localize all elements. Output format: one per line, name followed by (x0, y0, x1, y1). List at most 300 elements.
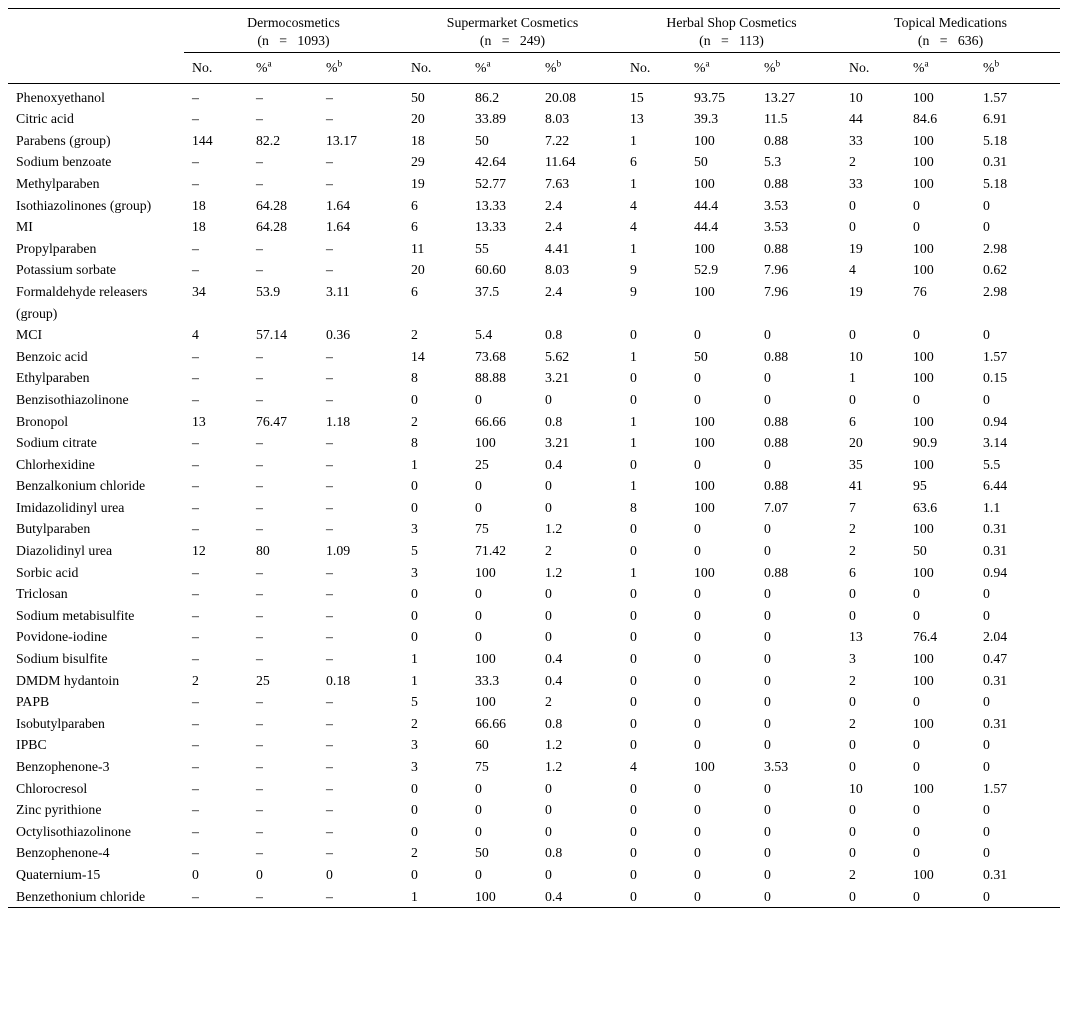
value-cell: 4 (849, 262, 856, 278)
value-cell: – (192, 780, 199, 796)
row-label: Butylparaben (16, 521, 91, 537)
value-cell: 0 (630, 651, 637, 667)
group-name: Topical Medications (894, 15, 1007, 30)
value-cell: 50 (694, 154, 708, 170)
value-cell: 0 (694, 651, 701, 667)
value-cell: 0 (764, 823, 771, 839)
value-cell: 0 (630, 521, 637, 537)
value-cell: 0 (630, 823, 637, 839)
value-cell: – (256, 478, 263, 494)
value-cell: 6 (411, 219, 418, 235)
value-cell: – (256, 586, 263, 602)
value-cell: 66.66 (475, 715, 507, 731)
value-cell: – (256, 262, 263, 278)
value-cell: 63.6 (913, 499, 938, 515)
value-cell: 60 (475, 737, 489, 753)
preservatives-frequency-table (8, 8, 1060, 908)
value-cell: 0 (849, 607, 856, 623)
value-cell: 100 (694, 175, 715, 191)
value-cell: – (326, 888, 333, 904)
value-cell: 2 (192, 672, 199, 688)
value-cell: 0 (411, 629, 418, 645)
value-cell: – (326, 391, 333, 407)
value-cell: 1 (849, 370, 856, 386)
value-cell: 0 (545, 780, 552, 796)
value-cell: 7.96 (764, 262, 789, 278)
value-cell: – (192, 111, 199, 127)
value-cell: 2 (849, 866, 856, 882)
value-cell: 0 (475, 780, 482, 796)
value-cell: 100 (913, 521, 934, 537)
value-cell: 0 (983, 888, 990, 904)
table-row (8, 281, 1060, 324)
value-cell: 0 (475, 823, 482, 839)
value-cell: 0 (630, 327, 637, 343)
value-cell: – (192, 499, 199, 515)
table-row (8, 83, 1060, 108)
value-cell: 64.28 (256, 219, 288, 235)
value-cell: 0 (630, 456, 637, 472)
value-cell: 34 (192, 283, 206, 299)
value-cell: 5.62 (545, 348, 570, 364)
value-cell: 0 (630, 694, 637, 710)
corner-cell (8, 53, 184, 84)
value-cell: 100 (694, 499, 715, 515)
value-cell: 0.88 (764, 132, 789, 148)
value-cell: 52.77 (475, 175, 507, 191)
value-cell: 100 (913, 175, 934, 191)
value-cell: 0 (411, 478, 418, 494)
value-cell: 2 (411, 413, 418, 429)
value-cell: 0 (694, 629, 701, 645)
value-cell: 7.96 (764, 283, 789, 299)
row-label: Povidone-iodine (16, 629, 108, 645)
value-cell: 0 (694, 845, 701, 861)
value-cell: 0 (256, 866, 263, 882)
value-cell: 0 (913, 197, 920, 213)
row-label: PAPB (16, 694, 50, 710)
value-cell: 0 (764, 737, 771, 753)
value-cell: 33 (849, 132, 863, 148)
value-cell: 4 (630, 197, 637, 213)
value-cell: 19 (849, 283, 863, 299)
value-cell: 0.88 (764, 240, 789, 256)
value-cell: 86.2 (475, 89, 500, 105)
value-cell: 0 (545, 499, 552, 515)
value-cell: 76.47 (256, 413, 288, 429)
value-cell: 2.4 (545, 197, 563, 213)
value-cell: – (192, 651, 199, 667)
value-cell: – (256, 456, 263, 472)
value-cell: 0 (764, 327, 771, 343)
value-cell: – (192, 694, 199, 710)
value-cell: – (192, 391, 199, 407)
table-row (8, 173, 1060, 195)
table-row (8, 130, 1060, 152)
value-cell: – (326, 111, 333, 127)
value-cell: 0 (694, 888, 701, 904)
row-label: Sodium metabisulfite (16, 607, 135, 623)
value-cell: 0 (764, 802, 771, 818)
table-row (8, 324, 1060, 346)
value-cell: – (192, 456, 199, 472)
value-cell: 0.88 (764, 413, 789, 429)
value-cell: 0 (849, 219, 856, 235)
value-cell: 20.08 (545, 89, 577, 105)
group-header-row (8, 9, 1060, 53)
value-cell: 0 (545, 629, 552, 645)
value-cell: 15 (630, 89, 644, 105)
value-cell: 50 (475, 132, 489, 148)
column-header: No. (403, 53, 467, 84)
value-cell: 0 (545, 802, 552, 818)
value-cell: 0 (694, 607, 701, 623)
value-cell: 1.18 (326, 413, 351, 429)
value-cell: 0.88 (764, 478, 789, 494)
row-label: MI (16, 219, 33, 235)
value-cell: 6.44 (983, 478, 1008, 494)
value-cell: – (256, 737, 263, 753)
table-row (8, 778, 1060, 800)
value-cell: 3 (411, 737, 418, 753)
value-cell: – (326, 456, 333, 472)
value-cell: 0 (694, 521, 701, 537)
value-cell: – (326, 759, 333, 774)
value-cell: 100 (913, 413, 934, 429)
table-row (8, 648, 1060, 670)
value-cell: 100 (913, 154, 934, 170)
table-row (8, 842, 1060, 864)
value-cell: – (256, 499, 263, 515)
value-cell: – (326, 780, 333, 796)
row-label: Quaternium-15 (16, 866, 101, 882)
value-cell: – (192, 802, 199, 818)
value-cell: 0 (764, 456, 771, 472)
value-cell: 0 (694, 327, 701, 343)
value-cell: 0 (849, 802, 856, 818)
table-row (8, 562, 1060, 584)
value-cell: 0 (475, 802, 482, 818)
value-cell: 3.21 (545, 370, 570, 386)
value-cell: 0.47 (983, 651, 1008, 667)
value-cell: 0 (983, 845, 990, 861)
value-cell: 0 (849, 737, 856, 753)
value-cell: 20 (411, 111, 425, 127)
value-cell: – (326, 478, 333, 494)
value-cell: 1 (630, 478, 637, 494)
column-header: %$^b$ (537, 53, 622, 84)
value-cell: 6 (630, 154, 637, 170)
value-cell: 0 (913, 737, 920, 753)
value-cell: 0 (764, 651, 771, 667)
group-header-herbal-shop-cosmetics (622, 9, 841, 53)
row-label: MCI (16, 327, 43, 343)
value-cell: 7.63 (545, 175, 570, 191)
value-cell: – (326, 564, 333, 580)
value-cell: 0 (192, 866, 199, 882)
value-cell: 5.18 (983, 132, 1008, 148)
value-cell: 0 (630, 370, 637, 386)
value-cell: 0.8 (545, 327, 563, 343)
value-cell: – (192, 478, 199, 494)
value-cell: 6 (849, 564, 856, 580)
value-cell: – (326, 802, 333, 818)
value-cell: 0 (630, 586, 637, 602)
table-row (8, 605, 1060, 627)
row-label: Phenoxyethanol (16, 89, 105, 105)
row-label: Isothiazolinones (group) (16, 197, 152, 213)
value-cell: 0.62 (983, 262, 1008, 278)
value-cell: 4.41 (545, 240, 570, 256)
value-cell: 100 (913, 715, 934, 731)
value-cell: 0 (694, 694, 701, 710)
value-cell: 0 (545, 391, 552, 407)
value-cell: – (192, 715, 199, 731)
value-cell: – (326, 823, 333, 839)
value-cell: – (256, 391, 263, 407)
value-cell: 2 (411, 845, 418, 861)
table-row (8, 799, 1060, 821)
value-cell: 13.17 (326, 132, 358, 148)
value-cell: – (326, 89, 333, 105)
value-cell: – (326, 715, 333, 731)
value-cell: 1 (411, 456, 418, 472)
table-row (8, 238, 1060, 260)
value-cell: 1.57 (983, 780, 1008, 796)
value-cell: 0.31 (983, 866, 1008, 882)
value-cell: – (256, 780, 263, 796)
value-cell: 1 (630, 413, 637, 429)
value-cell: – (256, 759, 263, 774)
value-cell: – (192, 564, 199, 580)
group-name: Supermarket Cosmetics (446, 15, 579, 30)
table-row (8, 367, 1060, 389)
group-n-count: (n = 1093) (257, 32, 330, 48)
column-header: %$^a$ (686, 53, 756, 84)
value-cell: 0 (694, 586, 701, 602)
value-cell: 0 (630, 543, 637, 559)
value-cell: 0 (849, 694, 856, 710)
value-cell: 10 (849, 348, 863, 364)
value-cell: 0 (913, 586, 920, 602)
value-cell: 0 (983, 737, 990, 753)
value-cell: – (192, 737, 199, 753)
value-cell: 0 (411, 866, 418, 882)
value-cell: 2 (849, 543, 856, 559)
value-cell: 0 (630, 866, 637, 882)
value-cell: – (256, 521, 263, 537)
value-cell: – (256, 240, 263, 256)
value-cell: 0.8 (545, 845, 563, 861)
value-cell: 3.53 (764, 197, 789, 213)
value-cell: 0 (630, 888, 637, 904)
value-cell: 0 (694, 802, 701, 818)
value-cell: 0 (983, 391, 990, 407)
value-cell: 0 (913, 327, 920, 343)
value-cell: 5.5 (983, 456, 1001, 472)
value-cell: 7.22 (545, 132, 570, 148)
table-row (8, 346, 1060, 368)
value-cell: 1.09 (326, 543, 351, 559)
value-cell: – (326, 607, 333, 623)
value-cell: 144 (192, 132, 213, 148)
value-cell: 20 (411, 262, 425, 278)
value-cell: 100 (913, 348, 934, 364)
value-cell: 1 (630, 240, 637, 256)
row-label: Benzalkonium chloride (16, 478, 146, 494)
value-cell: 1 (411, 672, 418, 688)
value-cell: 2 (849, 672, 856, 688)
value-cell: 50 (411, 89, 425, 105)
value-cell: 0 (411, 780, 418, 796)
value-cell: 9 (630, 283, 637, 299)
value-cell: 1.64 (326, 197, 351, 213)
row-label: Octylisothiazolinone (16, 823, 131, 839)
row-label: Triclosan (16, 586, 68, 602)
value-cell: 100 (694, 240, 715, 256)
value-cell: 3 (849, 651, 856, 667)
value-cell: 12 (192, 543, 206, 559)
value-cell: 0 (545, 586, 552, 602)
value-cell: 3.21 (545, 435, 570, 451)
row-label: Sodium benzoate (16, 154, 112, 170)
value-cell: 93.75 (694, 89, 726, 105)
value-cell: 100 (913, 780, 934, 796)
value-cell: 0.8 (545, 413, 563, 429)
value-cell: 1 (630, 435, 637, 451)
value-cell: 0.8 (545, 715, 563, 731)
value-cell: – (256, 435, 263, 451)
value-cell: 2 (411, 327, 418, 343)
value-cell: 100 (475, 651, 496, 667)
value-cell: 6 (411, 283, 418, 299)
value-cell: 0 (694, 456, 701, 472)
value-cell: 0.4 (545, 888, 563, 904)
value-cell: – (256, 89, 263, 105)
value-cell: – (326, 154, 333, 170)
value-cell: 0 (913, 219, 920, 235)
value-cell: 64.28 (256, 197, 288, 213)
value-cell: 100 (913, 651, 934, 667)
group-name: Herbal Shop Cosmetics (666, 15, 797, 30)
value-cell: 8.03 (545, 111, 570, 127)
corner-cell (8, 9, 184, 53)
value-cell: 37.5 (475, 283, 500, 299)
value-cell: 7.07 (764, 499, 789, 515)
table-row (8, 691, 1060, 713)
value-cell: 0 (764, 543, 771, 559)
value-cell: 11.64 (545, 154, 576, 170)
row-label: Chlorhexidine (16, 456, 95, 472)
table-row (8, 756, 1060, 778)
value-cell: 4 (630, 219, 637, 235)
value-cell: 42.64 (475, 154, 507, 170)
value-cell: 50 (475, 845, 489, 861)
value-cell: 3 (411, 521, 418, 537)
value-cell: 0.88 (764, 564, 789, 580)
value-cell: 0 (630, 391, 637, 407)
value-cell: 0 (849, 197, 856, 213)
value-cell: 0 (694, 370, 701, 386)
row-label: Zinc pyrithione (16, 802, 102, 818)
value-cell: – (256, 823, 263, 839)
value-cell: – (326, 499, 333, 515)
table-row (8, 195, 1060, 217)
value-cell: – (192, 240, 199, 256)
value-cell: 13 (192, 413, 206, 429)
value-cell: – (326, 262, 333, 278)
value-cell: 10 (849, 89, 863, 105)
value-cell: 0 (475, 866, 482, 882)
value-cell: – (256, 715, 263, 731)
table-row (8, 475, 1060, 497)
value-cell: 0 (630, 845, 637, 861)
value-cell: 100 (694, 478, 715, 494)
value-cell: 3.53 (764, 759, 789, 774)
value-cell: 95 (913, 478, 927, 494)
value-cell: 0 (475, 499, 482, 515)
value-cell: 0 (983, 197, 990, 213)
value-cell: 0 (849, 823, 856, 839)
value-cell: – (326, 737, 333, 753)
value-cell: 57.14 (256, 327, 288, 343)
row-label: Potassium sorbate (16, 262, 117, 278)
value-cell: 100 (913, 132, 934, 148)
table-row (8, 886, 1060, 908)
value-cell: 0 (849, 586, 856, 602)
value-cell: 100 (913, 370, 934, 386)
value-cell: – (256, 154, 263, 170)
column-header: No. (184, 53, 248, 84)
value-cell: 0.4 (545, 651, 563, 667)
value-cell: 1.57 (983, 348, 1008, 364)
value-cell: 44 (849, 111, 863, 127)
value-cell: – (326, 435, 333, 451)
value-cell: 1 (630, 564, 637, 580)
value-cell: 0 (545, 478, 552, 494)
value-cell: – (326, 240, 333, 256)
value-cell: 44.4 (694, 197, 719, 213)
value-cell: 0 (849, 759, 856, 774)
value-cell: – (326, 694, 333, 710)
column-header-row (8, 53, 1060, 84)
value-cell: 0 (694, 866, 701, 882)
column-header: No. (622, 53, 686, 84)
value-cell: 11.5 (764, 111, 788, 127)
value-cell: 1.57 (983, 89, 1008, 105)
value-cell: 0 (983, 802, 990, 818)
row-label: Benzisothiazolinone (16, 391, 129, 407)
value-cell: 0 (475, 478, 482, 494)
value-cell: 0 (764, 866, 771, 882)
value-cell: – (326, 651, 333, 667)
value-cell: – (256, 348, 263, 364)
value-cell: – (192, 89, 199, 105)
value-cell: 0.88 (764, 435, 789, 451)
value-cell: 0.4 (545, 456, 563, 472)
value-cell: 33 (849, 175, 863, 191)
value-cell: 0 (545, 607, 552, 623)
table-row (8, 734, 1060, 756)
value-cell: 100 (913, 564, 934, 580)
row-label: Sodium citrate (16, 435, 97, 451)
value-cell: 0 (411, 499, 418, 515)
value-cell: 0 (983, 327, 990, 343)
table-row (8, 108, 1060, 130)
value-cell: 1 (411, 651, 418, 667)
value-cell: 0 (849, 845, 856, 861)
value-cell: 0 (475, 391, 482, 407)
